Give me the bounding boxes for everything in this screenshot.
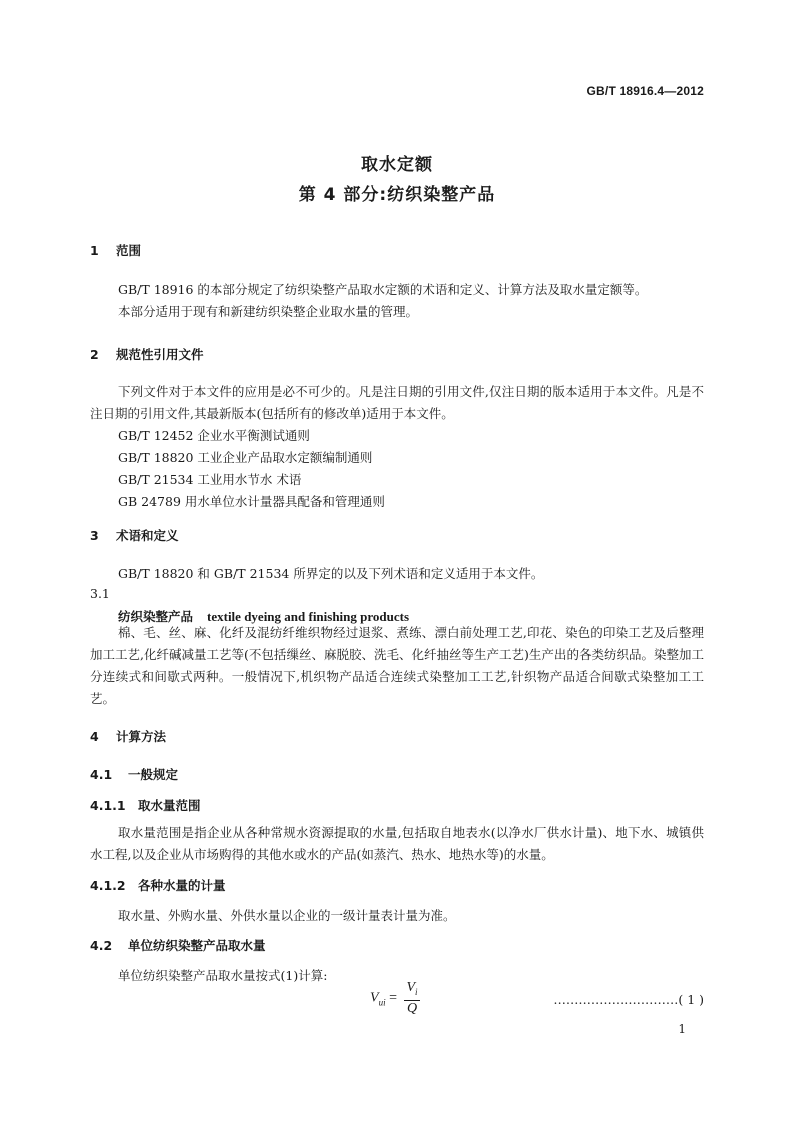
- section-title: 各种水量的计量: [138, 878, 226, 893]
- terms-intro: GB/T 18820 和 GB/T 21534 所界定的以及下列术语和定义适用于本文件。: [118, 566, 544, 581]
- formula-lhs-subscript: ui: [378, 997, 386, 1008]
- section-number: 4.2: [90, 938, 113, 953]
- reference-item: GB 24789 用水单位水计量器具配备和管理通则: [118, 494, 385, 509]
- standard-number: GB/T 18916.4—2012: [586, 84, 704, 98]
- reference-item: GB/T 21534 工业用水节水 术语: [118, 472, 302, 487]
- formula-1: $V_{ui}$ = $\frac{V_i}{Q}$: [370, 980, 418, 1016]
- formula-lhs: V: [370, 990, 379, 1006]
- section-3-heading: [90, 526, 179, 544]
- scope-paragraph-1: GB/T 18916 的本部分规定了纺织染整产品取水定额的术语和定义、计算方法及取水量定额等。: [118, 282, 648, 297]
- equation-number: …………………………( 1 ): [553, 992, 704, 1007]
- water-intake-scope-text: 取水量范围是指企业从各种常规水资源提取的水量,包括取自地表水(以净水厂供水计量)、地下水、城镇供水工程,以及企业从市场购得的其他水或水的产品(如蒸汽、热水、地热水等)的水量。: [90, 825, 704, 862]
- section-number: 4.1: [90, 767, 113, 782]
- section-number: 4.1.2: [90, 878, 126, 893]
- page-number: 1: [678, 1022, 686, 1036]
- normative-references-intro: 下列文件对于本文件的应用是必不可少的。凡是注日期的引用文件,仅注日期的版本适用于本文件。凡是不注日期的引用文件,其最新版本(包括所有的修改单)适用于本文件。: [90, 384, 704, 421]
- term-definition: 棉、毛、丝、麻、化纤及混纺纤维织物经过退浆、煮练、漂白前处理工艺,印花、染色的印染工艺及后整理加工工艺,化纤碱减量工艺等(不包括缫丝、麻脱胶、洗毛、化纤抽丝等生产工艺)生产出的各类纺织品。染整加工分连续式和间歇式两种。一般情况下,机织物产品适合连续式染整加工工艺,针织物产品适合间歇式染整加工工艺。: [90, 625, 704, 706]
- term-english: textile dyeing and finishing products: [207, 609, 410, 624]
- subsection-4-1-2-heading: [90, 876, 226, 894]
- section-number: 1: [90, 243, 99, 258]
- section-title: 一般规定: [128, 767, 179, 782]
- document-title: 取水定额: [361, 155, 433, 175]
- section-number: 4.1.1: [90, 798, 126, 813]
- document-subtitle: 第 4 部分:纺织染整产品: [298, 185, 496, 205]
- section-2-heading: [90, 345, 204, 363]
- reference-item: GB/T 12452 企业水平衡测试通则: [118, 428, 310, 443]
- term-number: 3.1: [90, 586, 110, 601]
- section-title: 规范性引用文件: [116, 347, 204, 362]
- term-chinese: 纺织染整产品: [118, 609, 194, 624]
- subsection-4-1-1-heading: [90, 796, 201, 814]
- section-4-heading: [90, 727, 166, 745]
- formula-intro: 单位纺织染整产品取水量按式(1)计算:: [118, 968, 328, 983]
- section-title: 取水量范围: [138, 798, 201, 813]
- formula-denominator: Q: [406, 1000, 418, 1016]
- water-measurement-text: 取水量、外购水量、外供水量以企业的一级计量表计量为准。: [118, 908, 456, 923]
- formula-fraction: [404, 980, 419, 1017]
- section-title: 术语和定义: [116, 528, 179, 543]
- section-number: 2: [90, 347, 99, 362]
- section-number: 3: [90, 528, 99, 543]
- formula-numerator: $V_i$: [404, 980, 419, 1001]
- section-number: 4: [90, 729, 99, 744]
- section-title: 范围: [116, 243, 142, 258]
- reference-item: GB/T 18820 工业企业产品取水定额编制通则: [118, 450, 373, 465]
- section-title: 单位纺织染整产品取水量: [128, 938, 266, 953]
- section-1-heading: [90, 241, 141, 259]
- section-title: 计算方法: [116, 729, 167, 744]
- subsection-4-2-heading: [90, 936, 266, 954]
- scope-paragraph-2: 本部分适用于现有和新建纺织染整企业取水量的管理。: [118, 304, 419, 319]
- subsection-4-1-heading: [90, 765, 178, 783]
